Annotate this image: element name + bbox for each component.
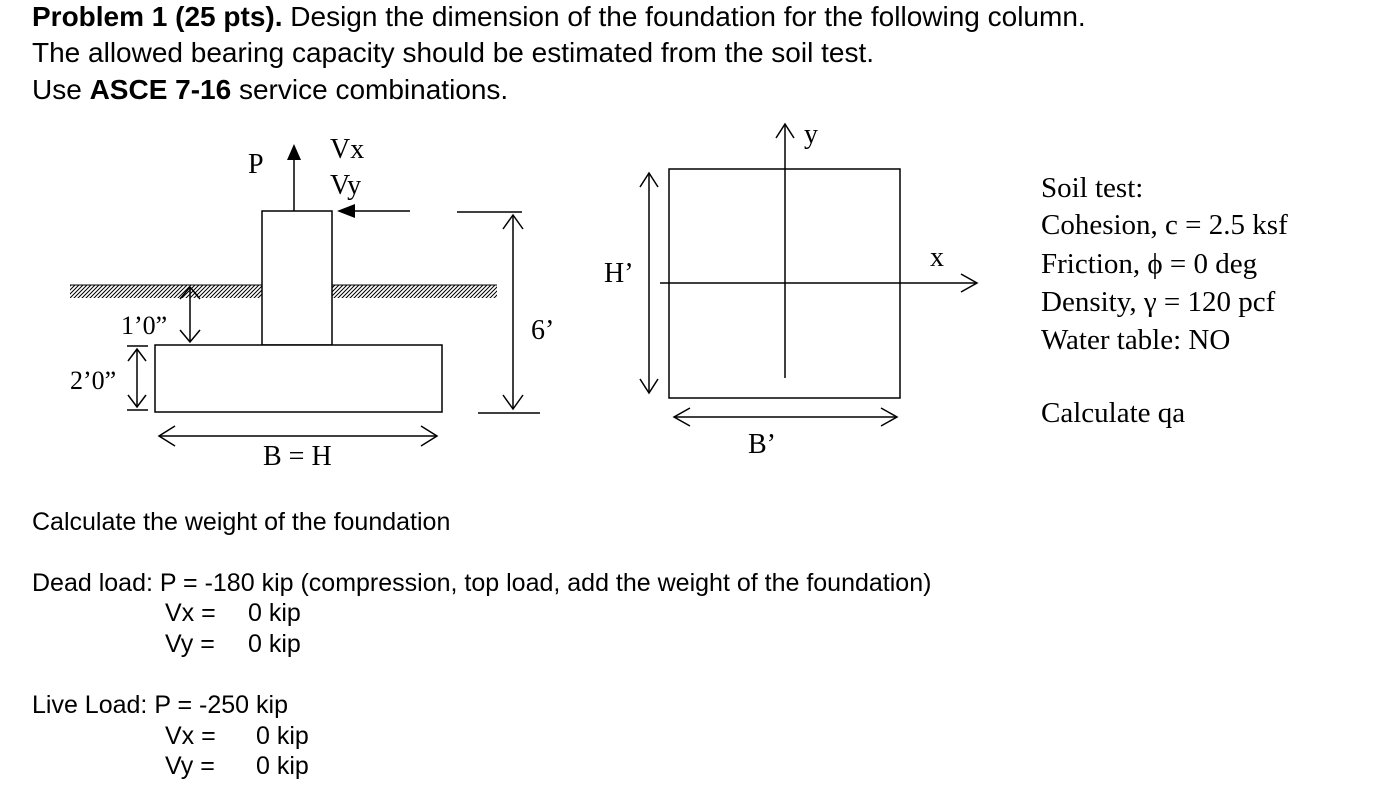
dead-load-vx-value: 0 kip — [248, 599, 301, 627]
dead-load-vx-label: Vx = — [165, 599, 216, 627]
soil-cohesion: Cohesion, c = 2.5 ksf — [1041, 209, 1288, 241]
x-axis-label: x — [930, 242, 944, 273]
code-standard: ASCE 7-16 — [89, 74, 232, 105]
live-load-vx-label: Vx = — [165, 722, 216, 750]
problem-statement-line-2: The allowed bearing capacity should be estimated from the soil test. — [32, 37, 875, 68]
width-label: B = H — [263, 441, 332, 472]
footing — [155, 345, 442, 412]
p-arrow — [287, 144, 301, 211]
dead-load-vy-label: Vy = — [165, 630, 215, 658]
soil-density: Density, γ = 120 pcf — [1041, 286, 1276, 318]
live-load-p: Live Load: P = -250 kip — [32, 691, 288, 719]
column — [262, 211, 332, 345]
problem-label: Problem 1 (25 pts). — [32, 1, 283, 32]
vx-label: Vx — [330, 134, 365, 165]
weight-instruction: Calculate the weight of the foundation — [32, 508, 451, 536]
b-prime-label: B’ — [748, 429, 776, 460]
calculate-qa: Calculate qa — [1041, 397, 1186, 429]
h-prime-dimension — [640, 173, 658, 393]
live-load-vy-value: 0 kip — [256, 752, 309, 780]
service-combo-text: service combinations. — [231, 74, 509, 105]
thickness-label: 2’0” — [70, 366, 117, 395]
soil-test-title: Soil test: — [1041, 172, 1144, 204]
dead-load-vy-value: 0 kip — [248, 630, 301, 658]
height-label: 6’ — [531, 315, 555, 346]
plan-view — [604, 119, 977, 460]
live-load-vy-label: Vy = — [165, 752, 215, 780]
v-arrow — [337, 204, 410, 218]
embedment-dimension — [180, 287, 200, 342]
height-dimension — [457, 212, 540, 413]
p-label: P — [248, 149, 264, 180]
soil-water-table: Water table: NO — [1041, 324, 1231, 356]
y-axis-label: y — [804, 119, 818, 150]
live-load-vx-value: 0 kip — [256, 722, 309, 750]
section-view — [70, 134, 554, 472]
ground-hatch-left — [70, 285, 262, 298]
dead-load-p: Dead load: P = -180 kip (compression, top load, add the weight of the foundation) — [32, 569, 932, 597]
h-prime-label: H’ — [604, 258, 634, 289]
soil-friction: Friction, ϕ = 0 deg — [1041, 248, 1258, 280]
ground-hatch-right — [332, 285, 497, 298]
b-prime-dimension — [674, 408, 897, 426]
thickness-dimension — [127, 346, 148, 410]
embedment-label: 1’0” — [121, 311, 168, 340]
problem-text: Design the dimension of the foundation for the following column. — [282, 1, 1086, 32]
vy-label: Vy — [330, 170, 362, 201]
use-text: Use — [32, 74, 90, 105]
